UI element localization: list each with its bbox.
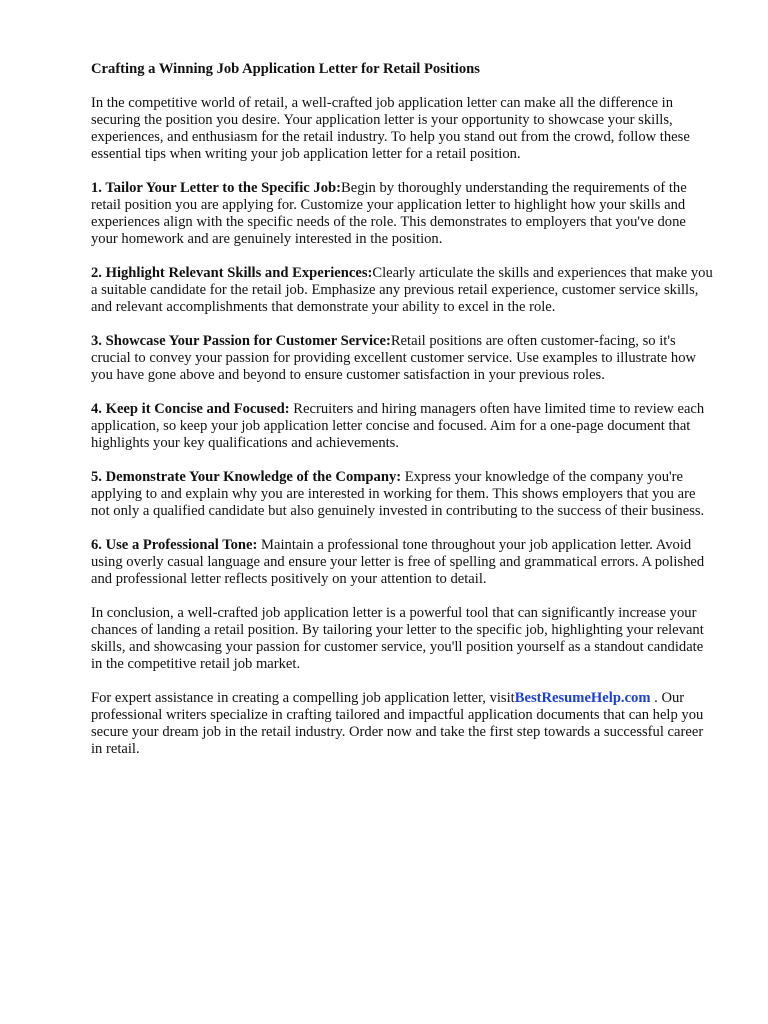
- tip-4-heading: 4. Keep it Concise and Focused:: [91, 401, 290, 417]
- tip-2-paragraph: [91, 265, 716, 316]
- tip-3-heading: 3. Showcase Your Passion for Customer Service:: [91, 333, 391, 349]
- cta-paragraph: [91, 690, 716, 758]
- cta-after-text: . Our professional writers specialize in crafting tailored and impactful application documents that can help you secure your dream job in the retail industry. Order now and take the first step towards a successful career in retail.: [91, 690, 704, 757]
- tip-1-paragraph: [91, 180, 716, 248]
- tip-2-body: Clearly articulate the skills and experiences that make you a suitable candidate for the retail job. Emphasize any previous retail experience, customer service skills, and relevant accomplishments that demonstrate your ability to excel in the role.: [91, 265, 713, 315]
- tip-6-paragraph: [91, 537, 716, 588]
- tip-4-body: Recruiters and hiring managers often have limited time to review each application, so keep your job application letter concise and focused. Aim for a one-page document that highlights your key qualifications and achievements.: [91, 401, 705, 451]
- tip-3-body: Retail positions are often customer-facing, so it's crucial to convey your passion for providing excellent customer service. Use examples to illustrate how you have gone above and beyond to ensure customer satisfaction in your previous roles.: [91, 333, 697, 383]
- cta-before-text: For expert assistance in creating a compelling job application letter, visit: [91, 690, 515, 706]
- tip-5-heading: 5. Demonstrate Your Knowledge of the Company:: [91, 469, 402, 485]
- tip-5-body: Express your knowledge of the company you're applying to and explain why you are interested in working for them. This shows employers that you are not only a qualified candidate but also genuinely invested in contributing to the success of their business.: [91, 469, 705, 519]
- tip-6-heading: 6. Use a Professional Tone:: [91, 537, 258, 553]
- tip-5-paragraph: [91, 469, 716, 520]
- tip-2-heading: 2. Highlight Relevant Skills and Experiences:: [91, 265, 373, 281]
- tip-1-body: Begin by thoroughly understanding the requirements of the retail position you are applying for. Customize your application letter to highlight how your skills and experiences align with the specific needs of the role. This demonstrates to employers that you've done your homework and are genuinely interested in the position.: [91, 180, 687, 247]
- tip-3-paragraph: [91, 333, 716, 384]
- conclusion-paragraph: In conclusion, a well-crafted job application letter is a powerful tool that can significantly increase your chances of landing a retail position. By tailoring your letter to the specific job, highlighting your relevant skills, and showcasing your passion for customer service, you'll position yourself as a standout candidate in the competitive retail job market.: [91, 605, 704, 672]
- tip-6-body: Maintain a professional tone throughout your job application letter. Avoid using overly casual language and ensure your letter is free of spelling and grammatical errors. A polished and professional letter reflects positively on your attention to detail.: [91, 537, 705, 587]
- document-title: Crafting a Winning Job Application Letter for Retail Positions: [91, 61, 480, 77]
- tip-4-paragraph: [91, 401, 716, 452]
- tip-1-heading: 1. Tailor Your Letter to the Specific Job:: [91, 180, 341, 196]
- bestresumehelp-link[interactable]: BestResumeHelp.com: [514, 690, 651, 706]
- intro-paragraph: In the competitive world of retail, a well-crafted job application letter can make all the difference in securing the position you desire. Your application letter is your opportunity to showcase your skills, experiences, and enthusiasm for the retail industry. To help you stand out from the crowd, follow these essential tips when writing your job application letter for a retail position.: [91, 95, 690, 162]
